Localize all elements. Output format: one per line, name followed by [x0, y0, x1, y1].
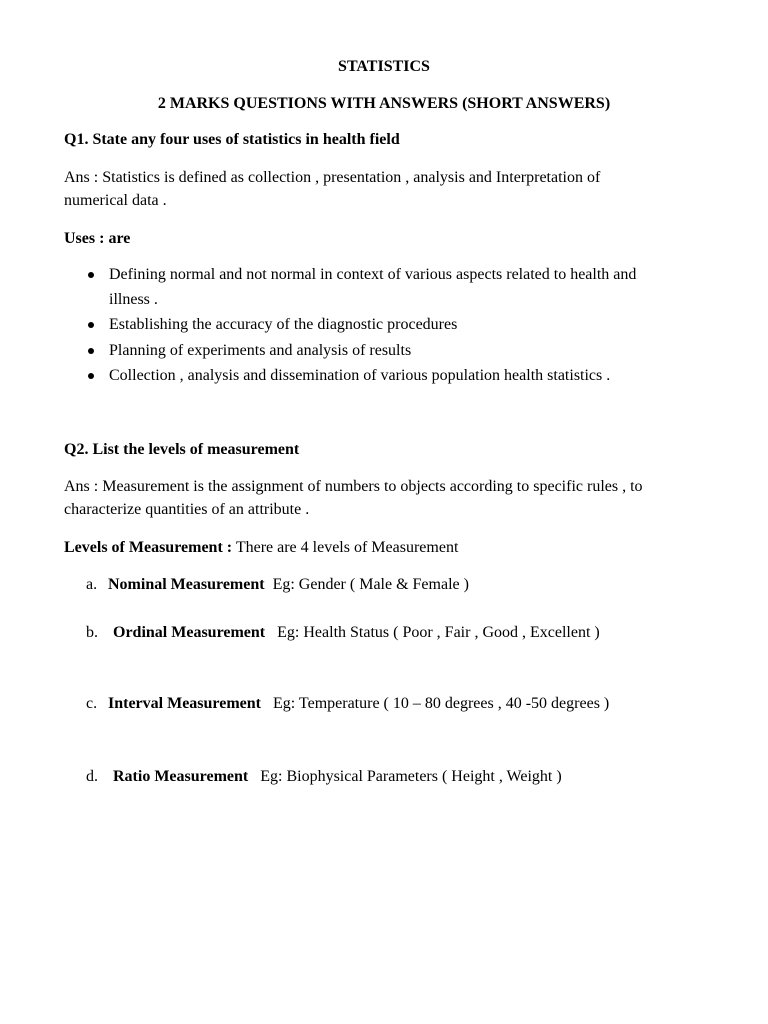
- level-a: [108, 575, 469, 595]
- level-d: [113, 767, 562, 787]
- bullet-icon: [88, 348, 94, 354]
- use-item-1-line1: Defining normal and not normal in context of various aspects related to health and: [109, 266, 637, 283]
- level-c: [108, 694, 609, 714]
- bullet-icon: [88, 373, 94, 379]
- levels-intro-line: [64, 538, 458, 558]
- bullet-icon: [88, 322, 94, 328]
- q1-answer-line1: Ans : Statistics is defined as collection , presentation , analysis and Interpretation of: [64, 169, 601, 186]
- use-item-3: Planning of experiments and analysis of results: [109, 342, 412, 359]
- use-item-1-line2: illness .: [109, 291, 158, 308]
- q2-question: Q2. List the levels of measurement: [64, 441, 300, 458]
- q2-answer-line2: characterize quantities of an attribute .: [64, 501, 310, 518]
- level-b-example: Eg: Health Status ( Poor , Fair , Good , Excellent ): [277, 624, 600, 641]
- level-d-name: Ratio Measurement: [113, 768, 249, 785]
- document-subtitle: 2 MARKS QUESTIONS WITH ANSWERS (SHORT ANSWERS): [157, 95, 611, 112]
- q1-question: Q1. State any four uses of statistics in health field: [64, 131, 400, 148]
- level-c-letter: c.: [86, 695, 98, 712]
- q2-answer-line1: Ans : Measurement is the assignment of numbers to objects according to specific rules , to: [64, 478, 643, 495]
- level-c-example: Eg: Temperature ( 10 – 80 degrees , 40 -50 degrees ): [273, 695, 610, 712]
- q1-uses-heading: Uses : are: [64, 230, 131, 247]
- level-b: [113, 623, 600, 643]
- level-a-example: Eg: Gender ( Male & Female ): [272, 576, 469, 593]
- bullet-icon: [88, 272, 94, 278]
- q1-answer-line2: numerical data .: [64, 192, 167, 209]
- levels-intro: There are 4 levels of Measurement: [232, 539, 459, 556]
- levels-heading: Levels of Measurement :: [64, 539, 233, 556]
- use-item-2: Establishing the accuracy of the diagnostic procedures: [109, 316, 458, 333]
- level-a-name: Nominal Measurement: [108, 576, 265, 593]
- level-c-name: Interval Measurement: [108, 695, 261, 712]
- level-b-letter: b.: [86, 624, 98, 641]
- level-d-example: Eg: Biophysical Parameters ( Height , Weight ): [260, 768, 562, 785]
- use-item-4: Collection , analysis and dissemination of various population health statistics .: [109, 367, 611, 384]
- level-d-letter: d.: [86, 768, 98, 785]
- document-title: STATISTICS: [338, 58, 430, 75]
- level-b-name: Ordinal Measurement: [113, 624, 266, 641]
- level-a-letter: a.: [86, 576, 98, 593]
